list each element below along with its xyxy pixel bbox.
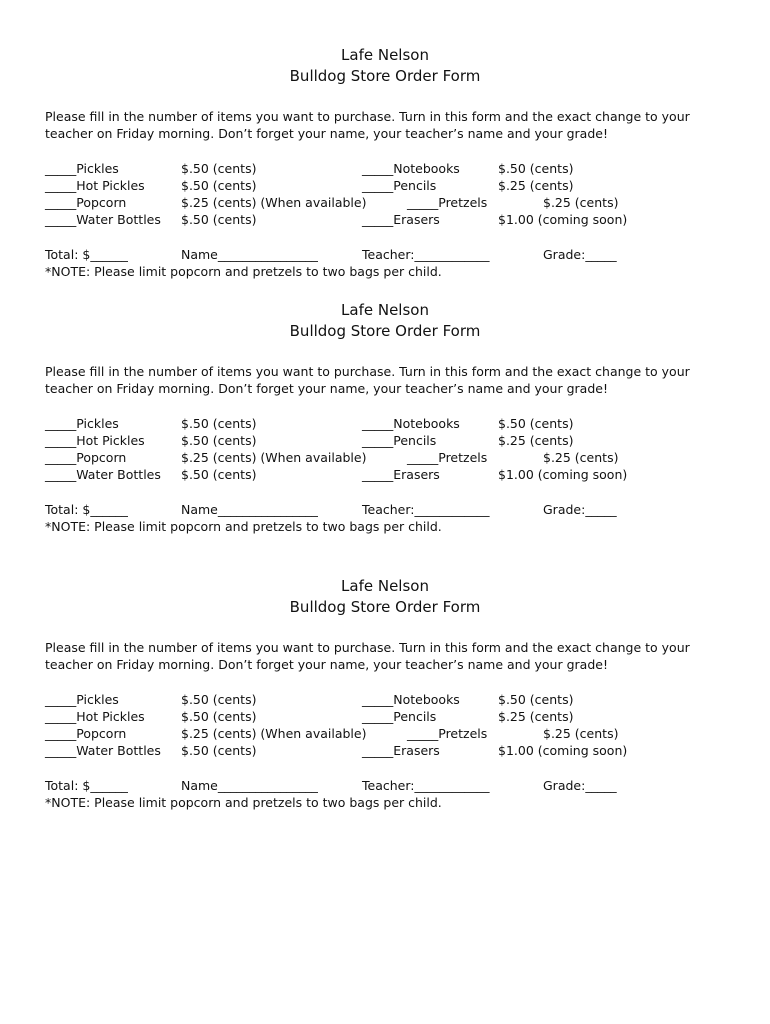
item-label-water-bottles[interactable]: _____Water Bottles bbox=[45, 743, 161, 758]
form-title: Bulldog Store Order Form bbox=[289, 598, 481, 616]
item-price-pretzels: $.25 (cents) bbox=[543, 726, 619, 741]
item-price-popcorn: $.25 (cents) (When available) bbox=[181, 726, 367, 741]
item-label-erasers[interactable]: _____Erasers bbox=[362, 743, 440, 758]
instructions-line: teacher on Friday morning. Don’t forget your name, your teacher’s name and your grade! bbox=[45, 126, 608, 141]
instructions-line: teacher on Friday morning. Don’t forget your name, your teacher’s name and your grade! bbox=[45, 381, 608, 396]
item-label-pencils[interactable]: _____Pencils bbox=[362, 709, 437, 724]
item-price-pencils: $.25 (cents) bbox=[498, 709, 574, 724]
item-label-hot-pickles[interactable]: _____Hot Pickles bbox=[45, 178, 145, 193]
item-price-notebooks: $.50 (cents) bbox=[498, 416, 574, 431]
item-label-pickles[interactable]: _____Pickles bbox=[45, 161, 119, 176]
item-price-erasers: $1.00 (coming soon) bbox=[498, 212, 628, 227]
item-label-pickles[interactable]: _____Pickles bbox=[45, 692, 119, 707]
item-price-notebooks: $.50 (cents) bbox=[498, 692, 574, 707]
item-price-popcorn: $.25 (cents) (When available) bbox=[181, 195, 367, 210]
item-label-notebooks[interactable]: _____Notebooks bbox=[362, 416, 460, 431]
item-price-pretzels: $.25 (cents) bbox=[543, 450, 619, 465]
name-field[interactable]: Name________________ bbox=[181, 247, 318, 262]
item-label-popcorn[interactable]: _____Popcorn bbox=[45, 726, 127, 741]
limit-note: *NOTE: Please limit popcorn and pretzels to two bags per child. bbox=[45, 264, 442, 279]
item-label-notebooks[interactable]: _____Notebooks bbox=[362, 692, 460, 707]
item-price-erasers: $1.00 (coming soon) bbox=[498, 743, 628, 758]
instructions-line: teacher on Friday morning. Don’t forget your name, your teacher’s name and your grade! bbox=[45, 657, 608, 672]
teacher-field[interactable]: Teacher:____________ bbox=[362, 502, 490, 517]
item-price-hot-pickles: $.50 (cents) bbox=[181, 178, 257, 193]
total-field[interactable]: Total: $______ bbox=[45, 778, 128, 793]
total-field[interactable]: Total: $______ bbox=[45, 502, 128, 517]
item-price-pickles: $.50 (cents) bbox=[181, 692, 257, 707]
limit-note: *NOTE: Please limit popcorn and pretzels to two bags per child. bbox=[45, 519, 442, 534]
item-price-notebooks: $.50 (cents) bbox=[498, 161, 574, 176]
grade-field[interactable]: Grade:_____ bbox=[543, 247, 617, 262]
item-price-water-bottles: $.50 (cents) bbox=[181, 212, 257, 227]
name-field[interactable]: Name________________ bbox=[181, 778, 318, 793]
instructions bbox=[45, 363, 735, 397]
item-price-water-bottles: $.50 (cents) bbox=[181, 743, 257, 758]
name-field[interactable]: Name________________ bbox=[181, 502, 318, 517]
form-title: Bulldog Store Order Form bbox=[289, 67, 481, 85]
instructions-line: Please fill in the number of items you want to purchase. Turn in this form and the exact change to your bbox=[45, 364, 690, 379]
school-name: Lafe Nelson bbox=[341, 577, 429, 595]
item-price-erasers: $1.00 (coming soon) bbox=[498, 467, 628, 482]
item-price-popcorn: $.25 (cents) (When available) bbox=[181, 450, 367, 465]
item-label-hot-pickles[interactable]: _____Hot Pickles bbox=[45, 709, 145, 724]
item-price-hot-pickles: $.50 (cents) bbox=[181, 709, 257, 724]
total-field[interactable]: Total: $______ bbox=[45, 247, 128, 262]
item-label-water-bottles[interactable]: _____Water Bottles bbox=[45, 467, 161, 482]
item-price-pretzels: $.25 (cents) bbox=[543, 195, 619, 210]
item-label-pretzels[interactable]: _____Pretzels bbox=[407, 195, 488, 210]
item-price-pickles: $.50 (cents) bbox=[181, 161, 257, 176]
item-label-hot-pickles[interactable]: _____Hot Pickles bbox=[45, 433, 145, 448]
school-name: Lafe Nelson bbox=[341, 46, 429, 64]
instructions-line: Please fill in the number of items you want to purchase. Turn in this form and the exact change to your bbox=[45, 640, 690, 655]
limit-note: *NOTE: Please limit popcorn and pretzels to two bags per child. bbox=[45, 795, 442, 810]
item-label-pencils[interactable]: _____Pencils bbox=[362, 433, 437, 448]
item-label-erasers[interactable]: _____Erasers bbox=[362, 212, 440, 227]
item-label-pencils[interactable]: _____Pencils bbox=[362, 178, 437, 193]
item-label-popcorn[interactable]: _____Popcorn bbox=[45, 450, 127, 465]
instructions bbox=[45, 108, 735, 142]
teacher-field[interactable]: Teacher:____________ bbox=[362, 247, 490, 262]
item-label-popcorn[interactable]: _____Popcorn bbox=[45, 195, 127, 210]
grade-field[interactable]: Grade:_____ bbox=[543, 502, 617, 517]
instructions-line: Please fill in the number of items you want to purchase. Turn in this form and the exact change to your bbox=[45, 109, 690, 124]
item-price-water-bottles: $.50 (cents) bbox=[181, 467, 257, 482]
item-label-erasers[interactable]: _____Erasers bbox=[362, 467, 440, 482]
item-label-notebooks[interactable]: _____Notebooks bbox=[362, 161, 460, 176]
item-price-pencils: $.25 (cents) bbox=[498, 433, 574, 448]
item-label-pretzels[interactable]: _____Pretzels bbox=[407, 450, 488, 465]
item-price-hot-pickles: $.50 (cents) bbox=[181, 433, 257, 448]
form-title: Bulldog Store Order Form bbox=[289, 322, 481, 340]
item-label-pickles[interactable]: _____Pickles bbox=[45, 416, 119, 431]
grade-field[interactable]: Grade:_____ bbox=[543, 778, 617, 793]
item-price-pickles: $.50 (cents) bbox=[181, 416, 257, 431]
item-label-pretzels[interactable]: _____Pretzels bbox=[407, 726, 488, 741]
instructions bbox=[45, 639, 735, 673]
teacher-field[interactable]: Teacher:____________ bbox=[362, 778, 490, 793]
item-price-pencils: $.25 (cents) bbox=[498, 178, 574, 193]
school-name: Lafe Nelson bbox=[341, 301, 429, 319]
item-label-water-bottles[interactable]: _____Water Bottles bbox=[45, 212, 161, 227]
